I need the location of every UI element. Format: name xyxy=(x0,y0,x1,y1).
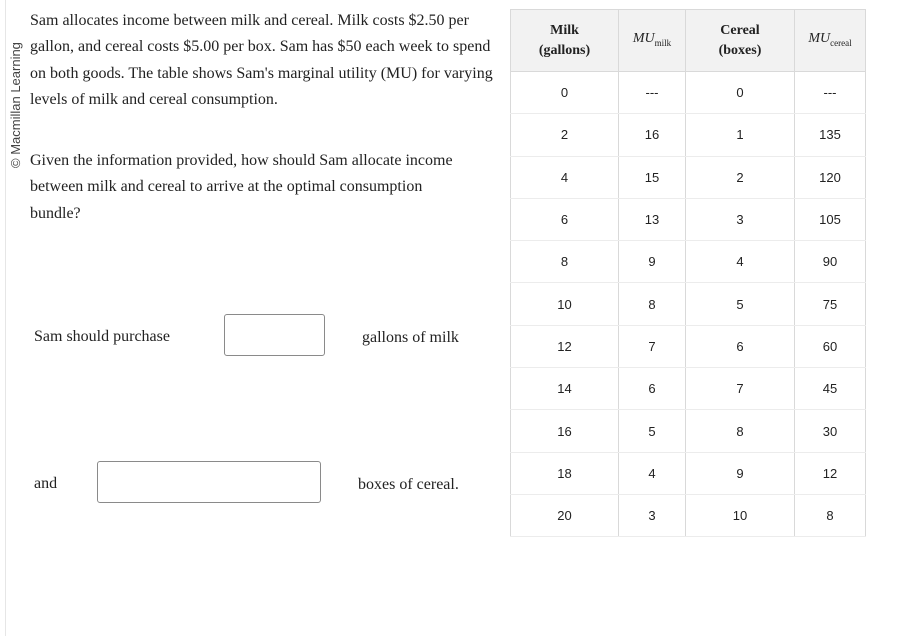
table-row xyxy=(511,241,866,283)
table-row xyxy=(511,452,866,494)
table-row xyxy=(511,368,866,410)
table-header-row xyxy=(511,10,866,72)
cell-mu-cereal: 105 xyxy=(795,198,866,240)
left-border xyxy=(5,0,6,636)
cell-milk: 4 xyxy=(511,156,619,198)
header-cereal: Cereal (boxes) xyxy=(686,10,795,72)
table-row xyxy=(511,494,866,536)
cell-milk: 0 xyxy=(511,72,619,114)
cell-cereal: 10 xyxy=(686,494,795,536)
cell-mu-cereal: 60 xyxy=(795,325,866,367)
cell-milk: 20 xyxy=(511,494,619,536)
header-mu-cereal: $MU_{cereal}$ xyxy=(795,10,866,72)
cell-cereal: 0 xyxy=(686,72,795,114)
table-row xyxy=(511,72,866,114)
answer-unit-2: boxes of cereal. xyxy=(358,476,459,493)
header-milk: Milk (gallons) xyxy=(511,10,619,72)
cell-mu-milk: 3 xyxy=(619,494,686,536)
cell-mu-cereal: 135 xyxy=(795,114,866,156)
cell-mu-cereal: 90 xyxy=(795,241,866,283)
cell-mu-milk: 15 xyxy=(619,156,686,198)
cell-cereal: 2 xyxy=(686,156,795,198)
cell-mu-milk: 6 xyxy=(619,368,686,410)
marginal-utility-table xyxy=(510,9,866,537)
cell-mu-milk: 9 xyxy=(619,241,686,283)
cell-mu-milk: 5 xyxy=(619,410,686,452)
cell-cereal: 4 xyxy=(686,241,795,283)
cell-milk: 10 xyxy=(511,283,619,325)
cell-mu-cereal: 12 xyxy=(795,452,866,494)
cell-milk: 16 xyxy=(511,410,619,452)
header-mu-milk: $MU_{milk}$ xyxy=(619,10,686,72)
cell-mu-milk: 8 xyxy=(619,283,686,325)
copyright-label: © Macmillan Learning xyxy=(8,42,23,168)
cell-milk: 2 xyxy=(511,114,619,156)
cell-mu-cereal: 30 xyxy=(795,410,866,452)
cell-milk: 6 xyxy=(511,198,619,240)
cell-milk: 14 xyxy=(511,368,619,410)
answer-label-2: and xyxy=(34,475,58,492)
cell-cereal: 5 xyxy=(686,283,795,325)
cell-mu-cereal: --- xyxy=(795,72,866,114)
cell-cereal: 7 xyxy=(686,368,795,410)
table-row xyxy=(511,114,866,156)
cell-mu-cereal: 8 xyxy=(795,494,866,536)
question-prompt: Given the information provided, how should Sam allocate income between milk and cereal to arrive at the optimal consumption bundle? xyxy=(30,152,453,222)
cell-cereal: 8 xyxy=(686,410,795,452)
answer-label-1: Sam should purchase xyxy=(34,328,170,345)
table-row xyxy=(511,410,866,452)
milk-gallons-input[interactable] xyxy=(224,314,325,356)
table-row xyxy=(511,156,866,198)
cell-milk: 12 xyxy=(511,325,619,367)
cell-mu-milk: 13 xyxy=(619,198,686,240)
answer-unit-1: gallons of milk xyxy=(362,329,459,346)
cell-milk: 8 xyxy=(511,241,619,283)
cell-mu-milk: 4 xyxy=(619,452,686,494)
cell-cereal: 3 xyxy=(686,198,795,240)
cell-cereal: 1 xyxy=(686,114,795,156)
table-row xyxy=(511,198,866,240)
cell-mu-cereal: 45 xyxy=(795,368,866,410)
cell-cereal: 9 xyxy=(686,452,795,494)
cell-milk: 18 xyxy=(511,452,619,494)
cell-mu-milk: --- xyxy=(619,72,686,114)
cell-mu-milk: 7 xyxy=(619,325,686,367)
cell-mu-milk: 16 xyxy=(619,114,686,156)
table-row xyxy=(511,325,866,367)
cell-cereal: 6 xyxy=(686,325,795,367)
table-row xyxy=(511,283,866,325)
cell-mu-cereal: 120 xyxy=(795,156,866,198)
question-intro: Sam allocates income between milk and cereal. Milk costs $2.50 per gallon, and cereal costs $5.00 per box. Sam has $50 each week to spend on both goods. The table shows Sam's marginal utility (MU) for varying levels of milk and cereal consumption. xyxy=(30,12,493,109)
cereal-boxes-input[interactable] xyxy=(97,461,321,503)
cell-mu-cereal: 75 xyxy=(795,283,866,325)
